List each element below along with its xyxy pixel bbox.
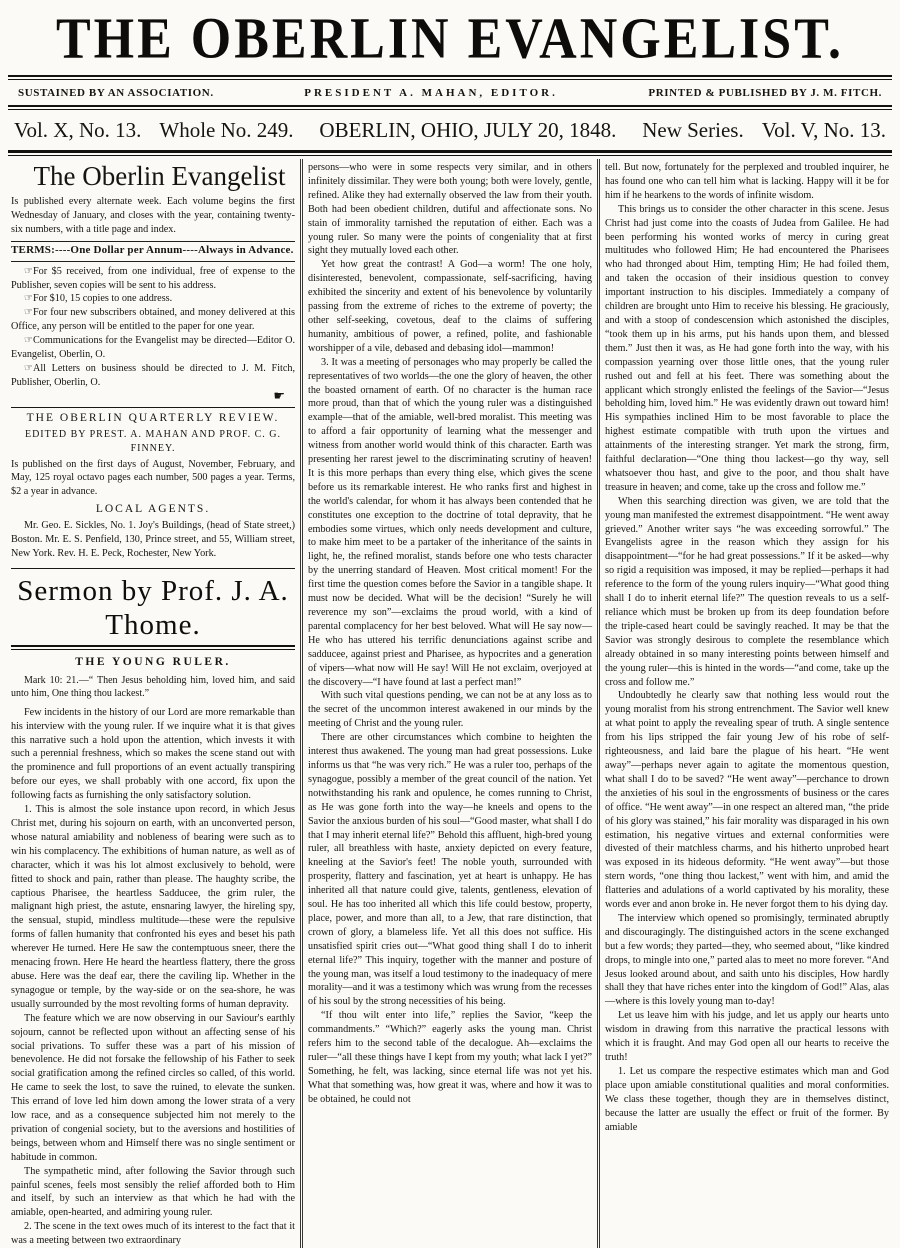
notice-text: For $5 received, from one individual, free of expense to the Publisher, seven copies will be sent to his address. (11, 265, 296, 291)
body-paragraph: The sympathetic mind, after following the Savior through such painful scenes, feels most sensibly the relief afforded both to Him and itself, by such an interview as that which he had with the amiable, open-hearted, and admiring young ruler. (11, 1165, 296, 1219)
subheader-publisher: PRINTED & PUBLISHED BY J. M. FITCH. (648, 87, 882, 99)
column-1 (8, 159, 298, 1248)
notice-subscribers (11, 306, 295, 334)
notice-text: For four new subscribers obtained, and money delivered at this Office, any person will be entitled to the paper for one year. (11, 307, 296, 333)
column-3 (602, 159, 892, 1248)
new-series-volume: Vol. V, No. 13. (761, 118, 886, 142)
sermon-rule (11, 645, 295, 650)
quarterly-review-title: THE OBERLIN QUARTERLY REVIEW. (26, 411, 280, 424)
subheader-association: SUSTAINED BY AN ASSOCIATION. (18, 87, 214, 99)
notice-communications (11, 334, 295, 362)
body-paragraph: “If thou wilt enter into life,” replies the Savior, “keep the commandments.” “Which?” eagerly asks the young man. Christ refers him to the second table of the decalogue. Ah—exclaims the ruler—“all these things have I kept from my youth; what lack I yet?” Something, he felt, was lacking, since eternal life was not yet his. What that something was, how great it was, where and how it was to be obtained, he could not (308, 1010, 593, 1105)
masthead-rule-bottom (8, 150, 892, 156)
body-paragraph: 2. The scene in the text owes much of its interest to the fact that it was a meeting between two extraordinary (11, 1221, 296, 1247)
printers-fist-ornament-icon: ☛ (273, 388, 286, 404)
body-paragraph: When this searching direction was given, we are told that the young man manifested the extremest disappointment. “He went away grieved.” Another writer says “he was exceeding sorrowful.” The Evangelists agree in the reason which they assign for his disappointment—“for he had great possessions.” If it be asked—why so rigid a requisition was imposed, it may be replied—perhaps it had reference to the form of the young rulers inquiry—“What good thing shall I do to inherit eternal life?” The question reveals to us a self-reliance which must be broken up from its deep foundation before the triple-cased heart could be savingly reached. It may be that the Savior was strongly desirous to complete the resemblance which already obtained in so many interesting points between himself and the young ruler—this is hinted in the words—“and come, take up the cross and follow me.” (605, 495, 890, 688)
local-agents-title: LOCAL AGENTS. (95, 503, 211, 516)
masthead-title: THE OBERLIN EVANGELIST. (55, 7, 845, 71)
body-paragraph: 3. It was a meeting of personages who may properly be called the representatives of two worlds—the one the glory of heaven, the other the boasted ornament of earth. Of no character is the human race more proud, than that of which the young ruler was a distinguished example—that of the amiable, well-bred moralist. This meeting was to afford a fair opportunity of learning what the messenger and witness from another world would think of this character. Earth was presenting her rarest jewel to the discriminating scrutiny of heaven! It is this more perhaps than every thing else, which gives the scene before us its remarkable interest. He who ranks first and highest in the world's calendar, for whom it has always been contended that he constitutes one exception to the doctrine of total depravity, that he embodies some virtues, which only needs development and culture, to make him meet to be a partaker of the inheritance of the saints in light, he, the refined moralist, stands before one who tests character by the unerring standard of Heaven. Most critical moment! For the first time the question comes before the Savior in a tangible shape. It must now be decided. What will be the decision! “Surely he will reverence my son”—exclaims the proud world, with a kind of parental complacency for her best beloved. What will He say now—He who has uttered his terrific denunciations against scribe and sadducee, against priest and Pharisee, as hypocrites and a generation of vipers—what now will He say! Will He not exclaim, overjoyed at the discovery—“I have found at last a perfect man!” (308, 356, 593, 688)
body-paragraph: tell. But now, fortunately for the perplexed and troubled inquirer, he has found one who can tell him what is lacking. Happy will it be for him if he hearkens to the words of infinite wisdom. (605, 162, 890, 201)
body-paragraph: 1. Let us compare the respective estimates which man and God place upon amiable constitutional qualities and moral conformities. We class these together, though they are in themselves distinct, because the latter are usually the effect or fruit of the former. By amiable (605, 1065, 890, 1133)
pointing-hand-icon: ☞ (24, 335, 33, 347)
pointing-hand-icon: ☞ (24, 265, 33, 277)
notice-text: Communications for the Evangelist may be directed—Editor O. Evangelist, Oberlin, O. (11, 335, 296, 361)
body-paragraph: Let us leave him with his judge, and let us apply our hearts unto wisdom in drawing from this narrative the practical lessons with which it is fraught. And may God open all our hearts to receive the truth! (605, 1010, 890, 1063)
publication-info: Is published every alternate week. Each volume begins the first Wednesday of January, and closes with the year, containing twenty-six numbers, with a title page and index. (11, 196, 296, 235)
notice-ten-dollars (11, 292, 295, 306)
subheader-editor: PRESIDENT A. MAHAN, EDITOR. (304, 87, 558, 99)
column-layout (8, 159, 892, 1248)
body-paragraph: This brings us to consider the other character in this scene. Jesus Christ had just come into the coasts of Judea from Galilee. He had been performing his wonted works of mercy in curing great multitudes who followed Him; He had encountered the Pharisees who had thronged about Him, tempting Him; He had foiled them, and taken the occasion of their insidious question to convey important instruction to his disciples. Immediately a company of children are brought unto Him to receive his blessing. He graciously, and with a stoop of condescension which astonished the disciples, “took them up in his arms, put his hands upon them, and blessed them.” Just then it was, as He had gone forth into the way, with his compassion yearning over those little ones, that the young ruler rushed out and fell at his feet. There was something about the applicant which strongly enlisted the feelings of the Savior—“Jesus beholding him, loved him.” He was evidently drawn out toward him! His sympathies inclined Him to be most favorable to place the highest estimate compatible with truth upon the virtues and attainments of the interesting stranger. Yet mark the strong, firm, faithful declaration—“One thing thou lackest—go thy way, sell whatsoever thou hast, and give to the poor, and thou shalt have treasure in heaven; and come, take up the cross and follow me.” (605, 203, 890, 493)
section-rule (11, 407, 295, 408)
notice-text: All Letters on business should be directed to J. M. Fitch, Publisher, Oberlin, O. (11, 362, 296, 388)
subheader-row (8, 80, 892, 105)
local-agents-list: Mr. Geo. E. Sickles, No. 1. Joy's Buildings, (head of State street,) Boston. Mr. E. S. Penfield, 130, Prince street, and 55, William street, New York. Rev. H. E. Peck, Rochester, New York. (11, 520, 296, 559)
column-2 (305, 159, 595, 1248)
sermon-heading: Sermon by Prof. J. A. Thome. (17, 574, 289, 641)
sermon-subtitle: THE YOUNG RULER. (75, 655, 231, 668)
notice-five-dollars (11, 265, 295, 293)
dateline: OBERLIN, OHIO, JULY 20, 1848. (319, 118, 617, 142)
terms-line: TERMS:----One Dollar per Annum----Always in Advance. (11, 241, 295, 262)
body-paragraph: The feature which we are now observing in our Saviour's earthly sojourn, cannot be reflected upon without an affecting sense of his social privations. To suffer these was a part of his mission of benevolence. He did not forsake the fellowship of his Father to seek social gratification among the refined circles so called, of this world. He came to seek the lost, to save the ruined, to elevate the sunken. This errand of love led him down among the lower strata of a very low race, and as a consequence subjected him not merely to the privation of congenial society, but to the aversions and hostilities of beings, between whom and Himself there was no single sentiment or habitude in common. (11, 1012, 296, 1163)
column-divider-rule (300, 159, 303, 1248)
body-paragraph: persons—who were in some respects very similar, and in others infinitely dissimilar. They were both young; both were lovely, gentle, refined. Alike they had externally observed the law from their youth. Both had been obedient children, dutiful and affectionate sons. No stain of immorality tarnished the reputation of either. Each was a young ruler. So many were the points of congeniality that at first sight they mutually loved each other. (308, 162, 593, 257)
body-paragraph: The interview which opened so promisingly, terminated abruptly and discouragingly. The distinguished actors in the scene exchanged but a few words; they parted—they, who seemed about, “like kindred drops, to mingle into one,” parted alas to meet no more forever. “And Jesus looked around about, and saith unto his disciples, How hardly shall they that have riches enter into the kingdom of God!” Alas, alas—where is this lovely young man to-day! (605, 912, 890, 1008)
notice-letters (11, 362, 295, 390)
pointing-hand-icon: ☞ (24, 362, 33, 374)
body-paragraph: Few incidents in the history of our Lord are more remarkable than his interview with the young ruler. If we inquire what it is that gives this narrative such a hold upon the attention, which invests it with such a perennial freshness, which so makes the scene stand out with the prominence and full proportions of an event actually transpiring before our eyes, we shall probably with one accord, fix upon the following facts as furnishing the only satisfactory solution. (11, 706, 296, 802)
pointing-hand-icon: ☞ (24, 293, 33, 305)
quarterly-review-info: Is published on the first days of August, November, February, and May, 125 royal octavo pages each number, 500 pages a year. Terms, $2 a year in advance. (11, 458, 296, 498)
body-paragraph: With such vital questions pending, we can not be at any loss as to the secret of the uncommon interest awakened in our minds by the meeting of Christ and the young ruler. (308, 690, 593, 730)
whole-number: Whole No. 249. (159, 118, 294, 142)
quarterly-review-editors: EDITED BY PREST. A. MAHAN AND PROF. C. G. FINNEY. (24, 428, 282, 454)
body-paragraph: 1. This is almost the sole instance upon record, in which Jesus Christ met, during his sojourn on earth, with an unconverted person, whose natural amiability and nobleness of bearing were such as to win his complacency. The exhibitions of human nature, as well as of character, which it was his lot almost exclusively to behold, were fitted to shock and pain, rather than please. The haughty scribe, the captious Pharisee, the heartless Sadducee, the grim ruler, the malignant high priest, the astute, ensnaring lawyer, the hireling spy, the sensual, stupid, mindless multitude—these were the repulsive forms of fallen humanity that confronted his eyes and beset his path wherever He turned. Here He saw the contemptuous sneer, there the menacing frown. Here He heard the heartless flattery, there the gross abuse. Here was the deaf ear, there the caviling lip. Whether in the synagogue or temple, by the way-side or on the sea-shore, he was usually surrounded by the most revolting forms of human depravity. (11, 804, 296, 1010)
body-paragraph: There are other circumstances which combine to heighten the interest thus awakened. The young man had great possessions. Luke informs us that “he was very rich.” He was a ruler too, perhaps of the synagogue, possibly a member of the great council of the nation. Yet notwithstanding his rank and opulence, he comes running to Christ, as He was gone forth into the way—he kneels and opens to the Savior the anxious burden of his soul—“Good master, what shall I do that I may inherit eternal life?” Behold this affluent, high-bred young ruler, all breathless with haste, anxiety depicted on every feature, kneeling at the Savior's feet! The noble youth, surrounded with prosperity, flattery and fascination, yet at heart is unhappy. He has inherited all that nature could give, talents, gentleness, elevation of soul. He has too inherited all which this life could bestow, property, place, power, and more than all, to a Jew, that rare distinction, that crown of glory, a blameless life. Yet all this does not suffice. His unsatisfied spirit cries out—“What good thing shall I do to inherit eternal life?” This inquiry, together with the manner and posture of the young man, was itself a loud testimony to the inadequacy of mere morality—and it was a testimony which was wrung from the recesses of his soul by the strong necessities of his being. (308, 732, 593, 1008)
body-paragraph: Undoubtedly he clearly saw that nothing less would rout the young moralist from his strong entrenchment. The Savior well knew at what point to apply the revealing spear of truth. A single sentence from his lips stripped the fair young Jew of his robe of self-righteousness, and laid bare the plague of his heart. “He went away”—perhaps never again to agitate the momentous question, what shall I do to be saved? “He went away”—perchance to drown the anxieties of his soul in the engrossments of business or the cares of office. “He went away”—in one respect an altered man, “the pride of his glory was stained,” his fair morality was disparaged in his own estimation, his negative virtues and external conformities were divested of their matchless charms, and his hitherto unprobed heart was exposed in its hideous deformity. “He went away”—but those stern words, “one thing thou lackest,” went with him, and amid the flatteries and adulations of a world captivated by his morality, these words ever and anon broke in. He never forgot them to his dying day. (605, 690, 890, 911)
new-series-label: New Series. (642, 118, 744, 142)
section-rule (11, 568, 295, 569)
prospectus-title: The Oberlin Evangelist (33, 161, 286, 191)
scripture-reference: Mark 10: 21.—“ Then Jesus beholding him, loved him, and said unto him, One thing thou lackest.” (11, 674, 296, 700)
volume-dateline-row (8, 110, 892, 150)
notice-text: For $10, 15 copies to one address. (32, 293, 173, 305)
pointing-hand-icon: ☞ (24, 307, 33, 319)
volume-number: Vol. X, No. 13. (14, 118, 142, 142)
column-divider-rule (597, 159, 600, 1248)
body-paragraph: Yet how great the contrast! A God—a worm! The one holy, disinterested, benevolent, compassionate, self-sacrificing, having exhibited the sincerity and extent of his benevolence by voluntarily passing from the extreme of riches to the extreme of poverty; the other self-seeking, covetous, deaf to the claims of suffering humanity, ambitious of power, a refined, polite, and fashionable worshipper of a vile, debased and debasing idol—mammon! (308, 259, 593, 354)
